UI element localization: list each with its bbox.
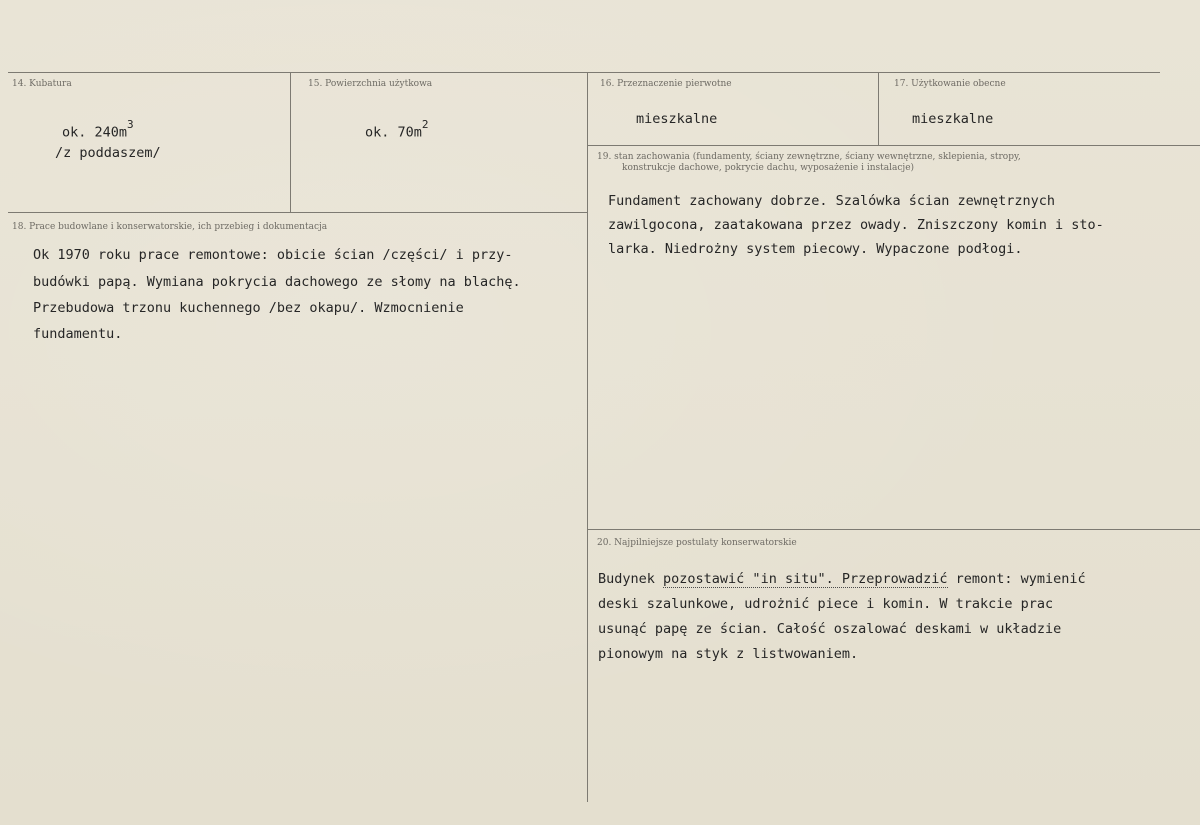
field-19-line-2: zawilgocona, zaatakowana przez owady. Zniszczony komin i sto-: [608, 217, 1104, 233]
field-15-value-text: ok. 70m: [365, 124, 422, 141]
field-20-line-1-end: remont: wymienić: [947, 571, 1086, 587]
field-20-underlined-phrase: pozostawić "in situ". Przeprowadzić: [663, 571, 948, 587]
field-18-line-3: Przebudowa trzonu kuchennego /bez okapu/. Wzmocnienie: [33, 300, 464, 316]
field-18-line-1: Ok 1970 roku prace remontowe: obicie ścian /części/ i przy-: [33, 247, 513, 263]
field-15-value: [365, 116, 429, 145]
field-20-line-3: usunąć papę ze ścian. Całość oszalować deskami w układzie: [598, 621, 1062, 637]
field-15-value-exponent: 2: [421, 118, 429, 131]
rule-below-14-15: [8, 212, 588, 213]
field-19-line-1: Fundament zachowany dobrze. Szalówka ścian zewnętrznych: [608, 193, 1056, 209]
field-16-value: mieszkalne: [636, 111, 718, 127]
field-20-line-1: [598, 567, 1086, 591]
rule-above-20: [588, 529, 1200, 530]
divider-14-15: [290, 72, 291, 212]
field-18-label: 18. Prace budowlane i konserwatorskie, ich przebieg i dokumentacja: [12, 222, 328, 232]
field-18-line-2: budówki papą. Wymiana pokrycia dachowego ze słomy na blachę.: [33, 274, 521, 290]
field-19-label-line1: 19. stan zachowania (fundamenty, ściany zewnętrzne, ściany wewnętrzne, sklepienia, stropy,: [597, 152, 1021, 162]
field-20-line-4: pionowym na styk z listwowaniem.: [598, 646, 859, 662]
field-16-label: 16. Przeznaczenie pierwotne: [600, 79, 732, 89]
divider-16-17: [878, 72, 879, 145]
field-14-value-text: ok. 240m: [62, 124, 128, 141]
field-20-line-1-start: Budynek: [598, 571, 664, 587]
field-20-label: 20. Najpilniejsze postulaty konserwatorskie: [597, 538, 797, 548]
field-17-label: 17. Użytkowanie obecne: [894, 79, 1006, 89]
field-14-label: 14. Kubatura: [12, 79, 72, 89]
field-14-value-line2: /z poddaszem/: [55, 145, 161, 161]
field-14-value-exponent: 3: [127, 118, 134, 131]
field-19-label-line2: konstrukcje dachowe, pokrycie dachu, wyposażenie i instalacje): [622, 163, 915, 173]
field-15-label: 15. Powierzchnia użytkowa: [308, 79, 433, 89]
field-19-line-3: larka. Niedrożny system piecowy. Wypaczone podłogi.: [608, 241, 1023, 257]
top-rule: [8, 72, 1160, 73]
divider-main: [587, 72, 588, 802]
field-18-line-4: fundamentu.: [33, 326, 123, 342]
field-17-value: mieszkalne: [912, 111, 994, 127]
field-20-line-2: deski szalunkowe, udrożnić piece i komin. W trakcie prac: [598, 596, 1054, 612]
rule-below-16-17: [588, 145, 1200, 146]
